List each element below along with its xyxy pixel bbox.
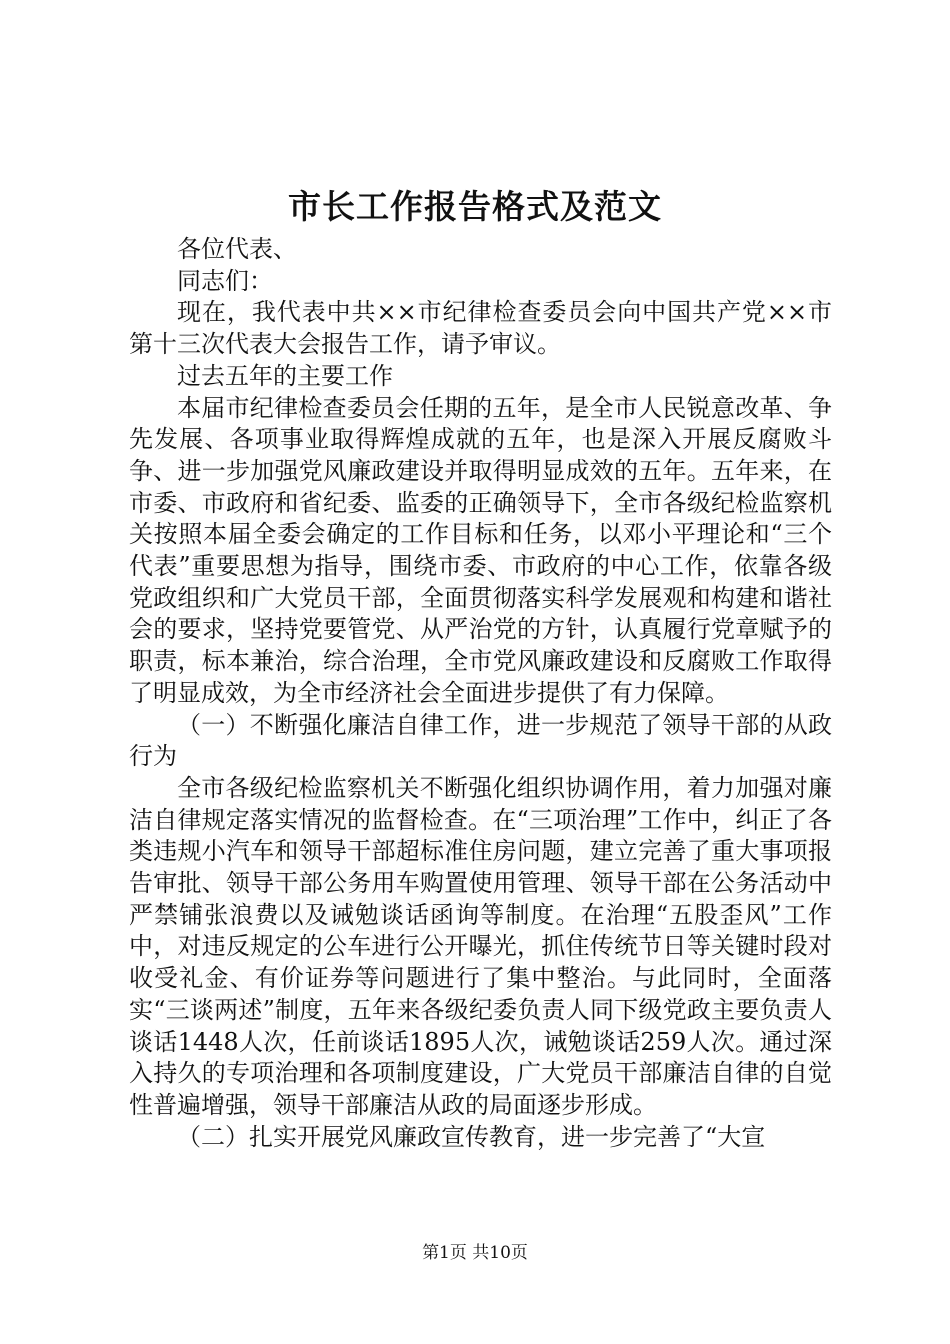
subsection-heading-1: （一）不断强化廉洁自律工作，进一步规范了领导干部的从政行为 [129, 710, 832, 771]
section-heading: 过去五年的主要工作 [177, 361, 393, 390]
page-footer: 第1页 共10页 [422, 1243, 528, 1263]
document-body [129, 234, 832, 1153]
salutation-line-2: 同志们： [177, 266, 273, 295]
summary-paragraph: 本届市纪律检查委员会任期的五年，是全市人民锐意改革、争先发展、各项事业取得辉煌成就的五年，也是深入开展反腐败斗争、进一步加强党风廉政建设并取得明显成效的五年。五年来，在市委、市政府和省纪委、监委的正确领导下，全市各级纪检监察机关按照本届全委会确定的工作目标和任务，以邓小平理论和“三个代表”重要思想为指导，围绕市委、市政府的中心工作，依靠各级党政组织和广大党员干部，全面贯彻落实科学发展观和构建和谐社会的要求，坚持党要管党、从严治党的方针，认真履行党章赋予的职责，标本兼治，综合治理，全市党风廉政建设和反腐败工作取得了明显成效，为全市经济社会全面进步提供了有力保障。 [129, 393, 832, 707]
salutation-line-1: 各位代表、 [177, 235, 297, 263]
subsection-paragraph-1: 全市各级纪检监察机关不断强化组织协调作用，着力加强对廉洁自律规定落实情况的监督检查。在“三项治理”工作中，纠正了各类违规小汽车和领导干部超标准住房问题，建立完善了重大事项报告审批、领导干部公务用车购置使用管理、领导干部在公务活动中严禁铺张浪费以及诫勉谈话函询等制度。在治理“五股歪风”工作中，对违反规定的公车进行公开曝光，抓住传统节日等关键时段对收受礼金、有价证券等问题进行了集中整治。与此同时，全面落实“三谈两述”制度，五年来各级纪委负责人同下级党政主要负责人谈话1448人次，任前谈话1895人次，诫勉谈话259人次。通过深入持久的专项治理和各项制度建设，广大党员干部廉洁自律的自觉性普遍增强，领导干部廉洁从政的局面逐步形成。 [129, 773, 832, 1119]
document-title: 市长工作报告格式及范文 [288, 187, 662, 226]
opening-paragraph: 现在，我代表中共××市纪律检查委员会向中国共产党××市第十三次代表大会报告工作，请予审议。 [129, 298, 832, 359]
subsection-heading-2: （二）扎实开展党风廉政宣传教育，进一步完善了“大宣 [177, 1122, 766, 1151]
